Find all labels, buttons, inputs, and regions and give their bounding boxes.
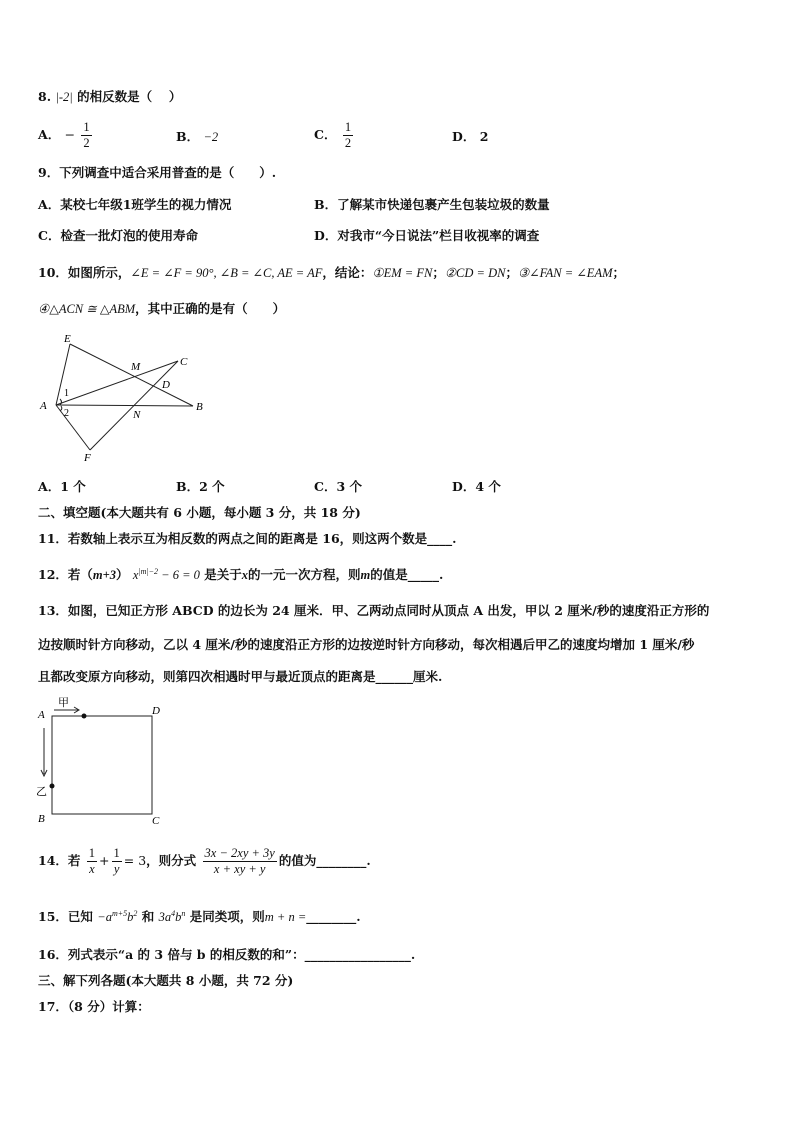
q8-option-a xyxy=(38,120,94,151)
q14-tail: 的值为________. xyxy=(278,853,371,868)
q12-equation xyxy=(133,568,200,582)
q10-stem-line1: 10．如图所示，∠E = ∠F = 90°, ∠B = ∠C, AE = AF，结论：①EM = FN；②CD = DN；③∠FAN = ∠EAM； xyxy=(38,265,626,280)
q12-exponent: |m|−2 xyxy=(138,566,159,576)
q10-option-d xyxy=(452,478,501,496)
q9-option-a-text: 某校七年级1班学生的视力情况 xyxy=(60,197,232,212)
q8-option-d xyxy=(452,128,488,146)
q9-stem: 9．下列调查中适合采用普查的是（ ）. xyxy=(38,165,277,180)
label-jia: 甲 xyxy=(58,697,69,709)
q8-option-b-value: −2 xyxy=(203,130,219,144)
q15-t2-exp: 4 xyxy=(171,908,176,918)
q9-option-d xyxy=(314,227,539,245)
q15-t1-b: b xyxy=(127,910,134,924)
q10-figure xyxy=(36,332,216,462)
q12-mid: 是关于 xyxy=(204,567,242,582)
q15-term-2 xyxy=(159,910,186,924)
label-m: M xyxy=(131,361,141,373)
q17: 17．（8 分）计算： xyxy=(38,999,150,1014)
q8-option-d-value: 2 xyxy=(479,129,489,144)
q15-tail: ________. xyxy=(306,909,361,924)
q15-t2-b: b xyxy=(175,910,182,924)
q9-option-b-text: 了解某市快递包裹产生包装垃圾的数量 xyxy=(337,197,550,212)
q14-big-den: x + xy + y xyxy=(213,862,266,876)
q8-option-c-fraction xyxy=(343,120,353,151)
q12-x: x xyxy=(132,568,139,582)
q12-prefix: 12．若（ xyxy=(38,567,93,582)
line-af xyxy=(56,405,90,450)
q15-t2-b-exp: n xyxy=(181,908,186,918)
label-angle-1: 1 xyxy=(64,388,69,399)
angle-2-arc xyxy=(60,406,62,411)
q10-option-a-label: A． xyxy=(38,479,61,494)
q9-option-c xyxy=(38,227,198,245)
q14-frac-1-over-x xyxy=(87,846,97,877)
angle-1-arc xyxy=(60,399,62,405)
q8-stem xyxy=(38,88,181,106)
q14-plus: + xyxy=(99,853,110,868)
q15-t1: −a xyxy=(97,910,112,924)
q8-number: 8. xyxy=(38,89,52,104)
q10-option-a-text: 1 个 xyxy=(60,479,86,494)
q10-conclusion-3: ③∠FAN = ∠EAM xyxy=(517,266,613,280)
q8-option-a-den: 2 xyxy=(83,136,90,150)
q9-option-d-text: 对我市“今日说法”栏目收视率的调查 xyxy=(337,228,540,243)
label-n: N xyxy=(133,409,141,421)
q12 xyxy=(38,566,443,584)
q8-option-b xyxy=(176,128,218,146)
label-b: B xyxy=(38,813,45,824)
q12-eq: − 6 = 0 xyxy=(158,568,200,582)
label-f: F xyxy=(84,452,91,462)
q14-f2-num: 1 xyxy=(113,846,120,860)
label-angle-2: 2 xyxy=(64,408,69,419)
q14 xyxy=(38,846,371,877)
label-d: D xyxy=(152,705,160,717)
section-3-heading: 三、解下列各题(本大题共 8 小题，共 72 分) xyxy=(38,973,294,988)
section-2-heading: 二、填空题(本大题共有 6 小题，每小题 3 分，共 18 分) xyxy=(38,505,361,520)
yi-point xyxy=(50,784,55,789)
q10-tail: ，其中正确的是有（ ） xyxy=(135,301,286,316)
q15-and: 和 xyxy=(141,909,155,924)
q15-t1-b-exp: 2 xyxy=(133,908,138,918)
label-e: E xyxy=(64,333,71,345)
q13-line3: 且都改变原方向移动，则第四次相遇时甲与最近顶点的距离是______厘米. xyxy=(38,669,443,684)
q9-option-a-label: A． xyxy=(38,197,61,212)
q13-line1: 13．如图，已知正方形 ABCD 的边长为 24 厘米．甲、乙两动点同时从顶点 A 出发，甲以 2 厘米/秒的速度沿正方形的 xyxy=(38,603,710,618)
q14-f2-den: y xyxy=(113,862,120,876)
q11: 11．若数轴上表示互为相反数的两点之间的距离是 16，则这两个数是____. xyxy=(38,531,457,546)
q9-option-a xyxy=(38,196,231,214)
line-ab xyxy=(56,405,193,406)
q9-option-d-label: D． xyxy=(314,228,338,243)
q15 xyxy=(38,908,361,926)
q10-stem-line2 xyxy=(38,300,285,318)
q10-conclusion-4: ④△ACN ≅ △ABM xyxy=(38,302,136,316)
q12-x-var: x xyxy=(241,568,249,582)
q10-option-a xyxy=(38,478,86,496)
q10-option-c xyxy=(314,478,362,496)
label-a: A xyxy=(38,709,45,721)
label-c: C xyxy=(180,356,188,368)
q9-option-c-label: C． xyxy=(38,228,61,243)
q10-prefix: 10．如图所示， xyxy=(38,265,131,280)
q10-option-b xyxy=(176,478,225,496)
q14-big-num: 3x − 2xy + 3y xyxy=(204,846,275,860)
q15-expr: m + n = xyxy=(264,910,307,924)
q10-option-b-text: 2 个 xyxy=(199,479,225,494)
q14-prefix: 14．若 xyxy=(38,853,81,868)
label-yi: 乙 xyxy=(36,786,47,798)
square-abcd xyxy=(52,716,152,814)
q14-frac-1-over-y xyxy=(112,846,122,877)
q8-option-a-label: A． xyxy=(38,127,61,142)
q9-option-b xyxy=(314,196,550,214)
q16: 16．列式表示“a 的 3 倍与 b 的相反数的和”：_________________. xyxy=(38,947,416,962)
q12-tail: 的值是_____. xyxy=(370,567,444,582)
q14-big-fraction xyxy=(203,846,277,877)
q15-t1-exp: m+5 xyxy=(111,908,128,918)
q8-option-a-fraction xyxy=(81,120,91,151)
q8-option-a-sign: − xyxy=(64,127,76,142)
label-d: D xyxy=(162,379,170,391)
q14-eq: = 3 xyxy=(123,853,147,868)
q14-f1-den: x xyxy=(89,862,95,876)
q10-conclusion-label: ，结论： xyxy=(322,265,373,280)
q14-mid: ，则分式 xyxy=(146,853,197,868)
q15-mid: 是同类项，则 xyxy=(189,909,265,924)
q10-conclusion-2: ②CD = DN xyxy=(444,266,506,280)
q10-option-c-text: 3 个 xyxy=(336,479,363,494)
q10-conditions: ∠E = ∠F = 90°, ∠B = ∠C, AE = AF xyxy=(130,266,323,280)
q10-option-b-label: B． xyxy=(176,479,200,494)
q8-option-d-label: D． xyxy=(452,129,476,144)
q13-line2: 边按顺时针方向移动，乙以 4 厘米/秒的速度沿正方形的边按逆时针方向移动，每次相遇后甲乙的速度均增加 1 厘米/秒 xyxy=(38,637,695,652)
label-a: A xyxy=(40,400,47,412)
q14-f1-num: 1 xyxy=(88,846,96,860)
q15-prefix: 15．已知 xyxy=(38,909,93,924)
q15-term-1 xyxy=(97,910,137,924)
q10-option-c-label: C． xyxy=(314,479,337,494)
q8-option-b-label: B． xyxy=(176,129,200,144)
q8-option-c-den: 2 xyxy=(344,136,352,150)
q8-option-c-label: C． xyxy=(314,127,337,142)
line-eb xyxy=(70,344,193,406)
q13-figure xyxy=(32,694,172,824)
label-c: C xyxy=(152,815,160,824)
q9-option-c-text: 检查一批灯泡的使用寿命 xyxy=(60,228,198,243)
q10-option-d-text: 4 个 xyxy=(475,479,501,494)
q12-mid2: 的一元一次方程，则 xyxy=(248,567,361,582)
q8-text: 的相反数是（ ） xyxy=(77,89,182,104)
q8-option-a-num: 1 xyxy=(83,120,90,134)
q8-option-c xyxy=(314,120,355,151)
q8-expression: |-2| xyxy=(55,90,73,104)
q12-m-var: m xyxy=(360,568,371,582)
q10-conclusion-1: ①EM = FN xyxy=(372,266,433,280)
q10-option-d-label: D． xyxy=(452,479,476,494)
label-b: B xyxy=(196,401,203,413)
q9-option-b-label: B． xyxy=(314,197,338,212)
q12-close: ） xyxy=(116,567,129,582)
jia-point xyxy=(82,714,87,719)
q15-t2: 3a xyxy=(158,910,172,924)
q8-option-c-num: 1 xyxy=(344,120,352,134)
q12-m-plus-3: m+3 xyxy=(92,568,117,582)
